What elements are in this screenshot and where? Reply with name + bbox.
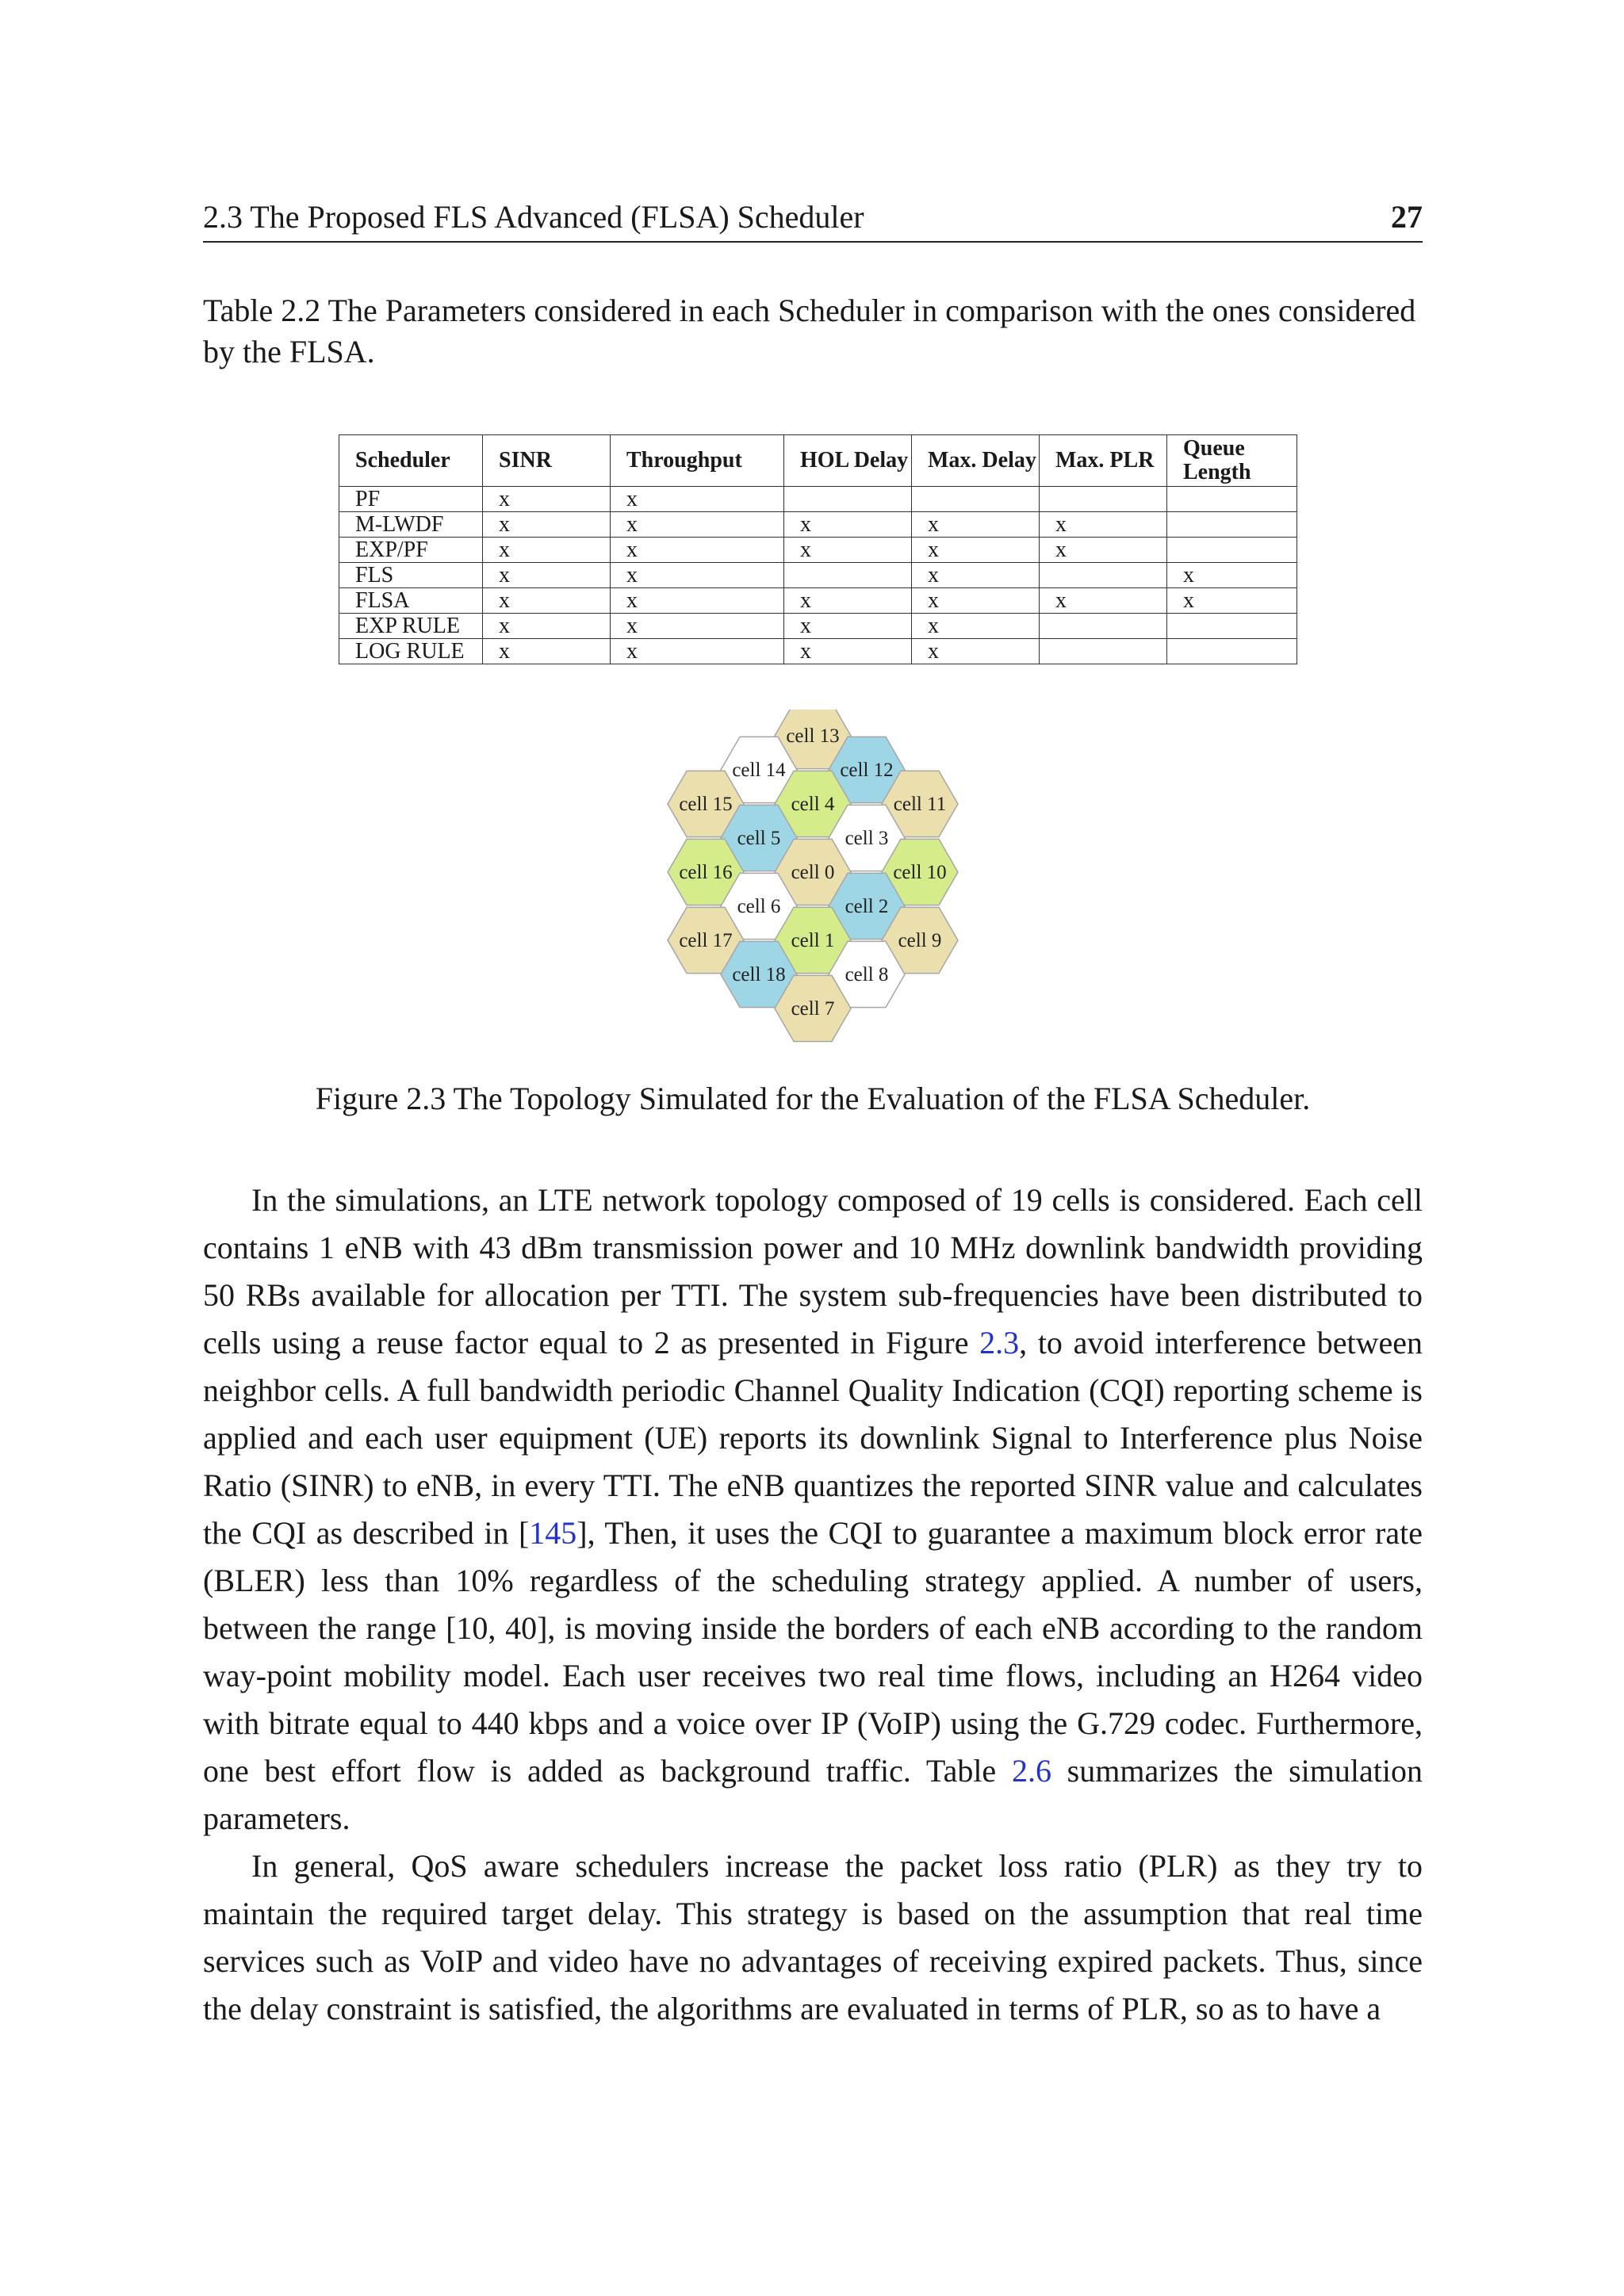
table-cell bbox=[784, 563, 912, 588]
table-cell: x bbox=[1040, 538, 1167, 563]
hex-cell-label: cell 1 bbox=[791, 930, 835, 951]
topology-figure bbox=[650, 710, 975, 1062]
scheduler-name-cell: PF bbox=[339, 487, 483, 512]
table-cell: x bbox=[483, 614, 611, 639]
table-cell bbox=[1167, 614, 1297, 639]
table-cell: x bbox=[483, 487, 611, 512]
table-cell: x bbox=[483, 563, 611, 588]
hex-cell-label: cell 0 bbox=[791, 862, 835, 883]
table-row bbox=[339, 538, 1297, 563]
cross-reference-link[interactable]: 145 bbox=[529, 1515, 577, 1551]
table-header-row bbox=[339, 435, 1297, 487]
paragraph-text: summarizes the simulation parameters. bbox=[203, 1753, 1423, 1836]
section-title: 2.3 The Proposed FLS Advanced (FLSA) Scheduler bbox=[203, 199, 864, 235]
parameters-table bbox=[339, 434, 1297, 664]
table-row bbox=[339, 487, 1297, 512]
table-row bbox=[339, 588, 1297, 614]
table-cell: x bbox=[912, 639, 1040, 664]
table-cell: x bbox=[784, 614, 912, 639]
table-cell: x bbox=[1040, 588, 1167, 614]
hex-cell-label: cell 15 bbox=[679, 794, 733, 815]
table-body bbox=[339, 487, 1297, 664]
hex-cell-label: cell 4 bbox=[791, 794, 835, 815]
paragraph-text: In general, QoS aware schedulers increase the packet loss ratio (PLR) as they try to maintain the required target delay. This strategy is based on the assumption that real time services such as VoIP and video have no advantages of receiving expired packets. Thus, since the delay constraint is satisfied, the algorithms are evaluated in terms of PLR, so as to have a bbox=[203, 1848, 1423, 2026]
table-cell: x bbox=[912, 563, 1040, 588]
cross-reference-link[interactable]: 2.6 bbox=[1011, 1753, 1051, 1789]
hex-cell-label: cell 16 bbox=[679, 862, 733, 883]
table-cell: x bbox=[611, 614, 784, 639]
figure-caption: Figure 2.3 The Topology Simulated for the Evaluation of the FLSA Scheduler. bbox=[315, 1081, 1311, 1116]
column-header: Throughput bbox=[611, 435, 784, 487]
table-cell bbox=[1040, 563, 1167, 588]
hex-cell-label: cell 2 bbox=[845, 896, 889, 917]
hex-cell-label: cell 9 bbox=[898, 930, 942, 951]
table-cell bbox=[912, 487, 1040, 512]
table-cell: x bbox=[611, 639, 784, 664]
table-cell: x bbox=[483, 512, 611, 538]
table-cell: x bbox=[784, 588, 912, 614]
column-header: Scheduler bbox=[339, 435, 483, 487]
table-row bbox=[339, 512, 1297, 538]
table-cell bbox=[1167, 639, 1297, 664]
column-header: SINR bbox=[483, 435, 611, 487]
table-cell: x bbox=[1040, 512, 1167, 538]
table-cell bbox=[1040, 614, 1167, 639]
table-cell: x bbox=[483, 588, 611, 614]
column-header: Max. PLR bbox=[1040, 435, 1167, 487]
column-header: Max. Delay bbox=[912, 435, 1040, 487]
table-cell: x bbox=[912, 538, 1040, 563]
paragraph bbox=[203, 1843, 1423, 2033]
paragraph-text: ], Then, it uses the CQI to guarantee a maximum block error rate (BLER) less than 10% regardless of the scheduling strategy applied. A number of users, between the range [10, 40], is moving inside the borders of each eNB according to the random way-point mobility model. Each user receives two real time flows, including an H264 video with bitrate equal to 440 kbps and a voice over IP (VoIP) using the G.729 codec. Furthermore, one best effort flow is added as background traffic. Table bbox=[203, 1515, 1423, 1789]
table-cell bbox=[1167, 512, 1297, 538]
page-number: 27 bbox=[1391, 199, 1423, 235]
table-cell: x bbox=[784, 512, 912, 538]
hex-cell-label: cell 6 bbox=[737, 896, 781, 917]
table-cell: x bbox=[912, 614, 1040, 639]
column-header: HOL Delay bbox=[784, 435, 912, 487]
column-header: Queue Length bbox=[1167, 435, 1297, 487]
paragraph-text: , to avoid interference between neighbor cells. A full bandwidth periodic Channel Quality Indication (CQI) reporting scheme is applied and each user equipment (UE) reports its downlink Signal to Interference plus Noise Ratio (SINR) to eNB, in every TTI. The eNB quantizes the reported SINR value and calculates the CQI as described in [ bbox=[203, 1325, 1423, 1551]
scheduler-name-cell: EXP RULE bbox=[339, 614, 483, 639]
hex-cell-label: cell 10 bbox=[893, 862, 947, 883]
table-row bbox=[339, 639, 1297, 664]
table-cell bbox=[784, 487, 912, 512]
hex-cell-label: cell 11 bbox=[893, 794, 947, 815]
hex-cell-label: cell 3 bbox=[845, 828, 889, 849]
table-row bbox=[339, 563, 1297, 588]
hex-cell-label: cell 12 bbox=[840, 760, 894, 781]
table-cell: x bbox=[611, 538, 784, 563]
table-cell bbox=[1040, 639, 1167, 664]
scheduler-name-cell: EXP/PF bbox=[339, 538, 483, 563]
hex-cell-label: cell 5 bbox=[737, 828, 781, 849]
scheduler-name-cell: LOG RULE bbox=[339, 639, 483, 664]
hex-cell-label: cell 18 bbox=[732, 964, 786, 985]
table-row bbox=[339, 614, 1297, 639]
table-cell: x bbox=[611, 588, 784, 614]
hex-topology-diagram bbox=[650, 710, 975, 1058]
body-text bbox=[203, 1177, 1423, 2033]
table-cell bbox=[1167, 538, 1297, 563]
hex-cell-label: cell 14 bbox=[732, 760, 786, 781]
hex-cell-label: cell 7 bbox=[791, 998, 835, 1020]
scheduler-name-cell: M-LWDF bbox=[339, 512, 483, 538]
hex-cell-label: cell 13 bbox=[786, 725, 840, 747]
table-cell: x bbox=[1167, 563, 1297, 588]
scheduler-name-cell: FLS bbox=[339, 563, 483, 588]
page-header bbox=[203, 195, 1423, 243]
table-cell bbox=[1167, 487, 1297, 512]
table-cell: x bbox=[1167, 588, 1297, 614]
paragraph bbox=[203, 1177, 1423, 1843]
table-cell: x bbox=[784, 538, 912, 563]
paragraph-text: In the simulations, an LTE network topology composed of 19 cells is considered. Each cell contains 1 eNB with 43 dBm transmission power and 10 MHz downlink bandwidth providing 50 RBs available for allocation per TTI. The system sub-frequencies have been distributed to cells using a reuse factor equal to 2 as presented in Figure bbox=[203, 1182, 1423, 1360]
table-cell: x bbox=[611, 563, 784, 588]
table-cell: x bbox=[784, 639, 912, 664]
scheduler-name-cell: FLSA bbox=[339, 588, 483, 614]
table-cell: x bbox=[611, 512, 784, 538]
table-cell: x bbox=[611, 487, 784, 512]
table-caption: Table 2.2 The Parameters considered in each Scheduler in comparison with the ones considered by the FLSA. bbox=[203, 293, 1416, 369]
hex-cell-label: cell 17 bbox=[679, 930, 733, 951]
table-cell: x bbox=[912, 512, 1040, 538]
hex-cell-label: cell 8 bbox=[845, 964, 889, 985]
table-cell: x bbox=[483, 639, 611, 664]
table-cell: x bbox=[483, 538, 611, 563]
table-cell bbox=[1040, 487, 1167, 512]
cross-reference-link[interactable]: 2.3 bbox=[979, 1325, 1020, 1360]
table-cell: x bbox=[912, 588, 1040, 614]
